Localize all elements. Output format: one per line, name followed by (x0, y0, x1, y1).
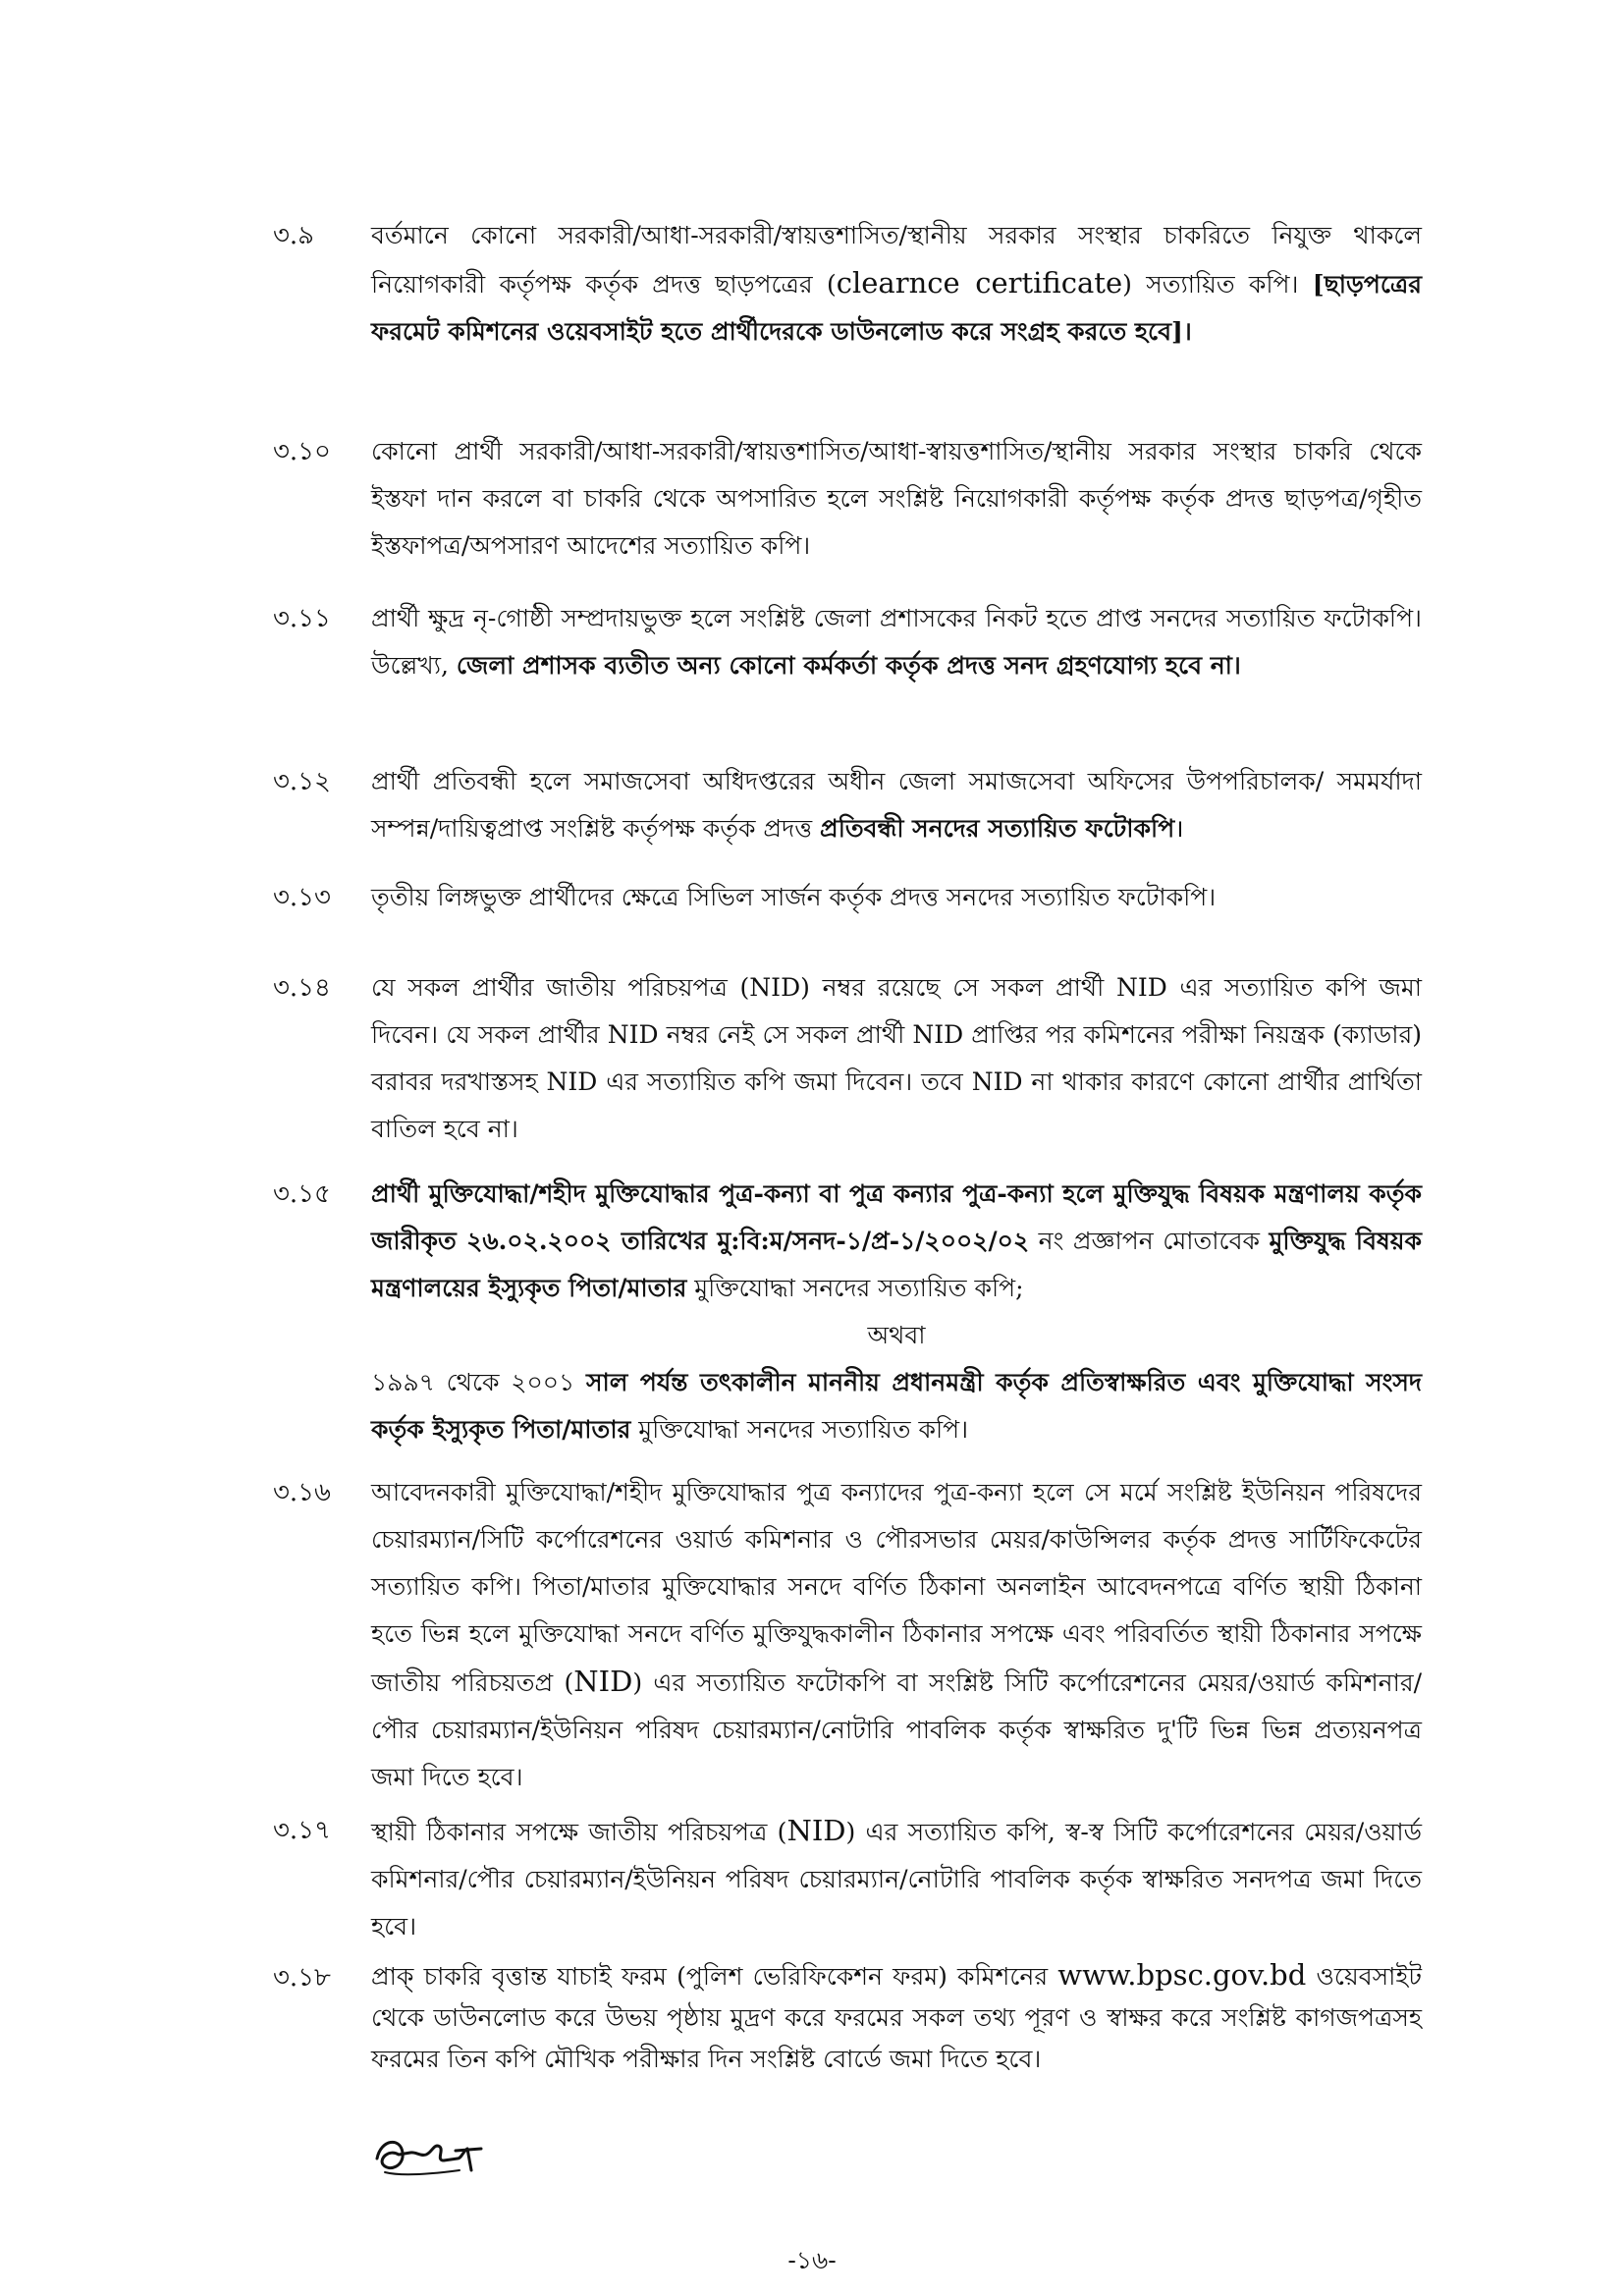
or-separator: অথবা (867, 1321, 926, 1349)
clause-3-17 (273, 1807, 1422, 1954)
text-segment: প্রার্থী প্রতিবন্ধী হলে সমাজসেবা অধিদপ্তরের অধীন জেলা সমাজসেবা অফিসের উপপরিচালক/ সমমর্যাদা সম্পন্ন/দায়িত্বপ্রাপ্ত সংশ্লিষ্ট কর্তৃপক্ষ কর্তৃক প্রদত্ত (371, 767, 1422, 843)
clause-3-12 (273, 758, 1422, 856)
text-segment: জেলা প্রশাসক ব্যতীত অন্য কোনো কর্মকর্তা কর্তৃক প্রদত্ত সনদ গ্রহণযোগ্য হবে না। (456, 651, 1241, 680)
clause-3-18 (273, 1954, 1422, 2121)
text-segment: প্রার্থী মুক্তিযোদ্ধা/শহীদ মুক্তিযোদ্ধার পুত্র-কন্যা বা পুত্র কন্যার পুত্র-কন্যা হলে মুক্তিযুদ্ধ বিষয়ক মন্ত্রণালয় কর্তৃক জারীকৃত ২৬.০২.২০০২ তারিখের মু:বি:ম/সনদ-১/প্র-১/২০০২/০২ (371, 1179, 1422, 1255)
text-segment: মুক্তিযোদ্ধা সনদের সত্যায়িত কপি। (630, 1415, 969, 1444)
text-segment: বর্তমানে কোনো সরকারী/আধা-সরকারী/স্বায়ত্তশাসিত/স্থানীয় সরকার সংস্থার চাকরিতে নিযুক্ত থাকলে নিয়োগকারী কর্তৃপক্ষ কর্তৃক প্রদত্ত ছাড়পত্রের ( (371, 221, 1422, 299)
clause-text (371, 1807, 1422, 1950)
clause-number: ৩.১১ (273, 604, 331, 633)
text-segment: ওয়েবসাইট থেকে ডাউনলোড করে উভয় পৃষ্ঠায় মুদ্রণ করে ফরমের সকল তথ্য পূরণ ও স্বাক্ষর করে সংশ্লিষ্ট কাগজপত্রসহ ফরমের তিন কপি মৌখিক পরীক্ষার দিন সংশ্লিষ্ট বোর্ডে জমা দিতে হবে। (371, 1962, 1422, 2073)
text-segment: স্থায়ী ঠিকানার সপক্ষে জাতীয় পরিচয়পত্র ( (371, 1818, 787, 1846)
text-segment: সাল পর্যন্ত তৎকালীন মাননীয় প্রধানমন্ত্রী কর্তৃক প্রতিস্বাক্ষরিত এবং মুক্তিযোদ্ধা সংসদ কর্তৃক ইস্যুকৃত পিতা/মাতার (371, 1368, 1423, 1444)
text-segment: । (1174, 814, 1184, 843)
text-segment: www.bpsc.gov.bd (1057, 1958, 1307, 1992)
text-segment: প্রাক্ চাকরি বৃত্তান্ত যাচাই ফরম (পুলিশ ভেরিফিকেশন ফরম) কমিশনের (371, 1962, 1058, 1991)
clause-text (371, 595, 1422, 689)
clause-3-14 (273, 964, 1422, 1161)
text-segment: clearnce certificate (836, 266, 1123, 300)
clause-number: ৩.১৩ (273, 883, 331, 912)
clause-text (371, 428, 1422, 570)
text-segment: NID (573, 1665, 633, 1698)
page-number: -১৬- (787, 2246, 837, 2274)
text-segment: প্রার্থী ক্ষুদ্র নৃ-গোষ্ঠী সম্প্রদায়ভুক্ত হলে সংশ্লিষ্ট জেলা প্রশাসকের নিকট হতে প্রাপ্ত সনদের সত্যায়িত ফটোকপি। উল্লেখ্য, (371, 604, 1422, 680)
clause-text (371, 1171, 1422, 1453)
clause-3-16 (273, 1469, 1422, 1803)
text-segment: [ছাড়পত্রের ফরমেট কমিশনের ওয়েবসাইট হতে প্রার্থীদেরকে ডাউনলোড করে সংগ্রহ করতে হবে]। (371, 270, 1423, 346)
text-segment: ১৯৯৭ থেকে ২০০১ (371, 1368, 586, 1396)
clause-number: ৩.১৬ (273, 1478, 331, 1507)
text-segment: মুক্তিযুদ্ধ বিষয়ক মন্ত্রণালয়ের ইস্যুকৃত পিতা/মাতার (371, 1227, 1422, 1302)
clause-text (371, 212, 1422, 355)
clause-3-15 (273, 1171, 1422, 1465)
text-segment: যে সকল প্রার্থীর জাতীয় পরিচয়পত্র (NID) নম্বর রয়েছে সে সকল প্রার্থী NID এর সত্যায়িত কপি জমা দিবেন। যে সকল প্রার্থীর NID নম্বর নেই সে সকল প্রার্থী NID প্রাপ্তির পর কমিশনের পরীক্ষা নিয়ন্ত্রক (ক্যাডার) বরাবর দরখাস্তসহ NID এর সত্যায়িত কপি জমা দিবেন। তবে NID না থাকার কারণে কোনো প্রার্থীর প্রার্থিতা বাতিল হবে না। (371, 973, 1422, 1143)
clause-number: ৩.৯ (273, 221, 315, 250)
text-segment: প্রতিবন্ধী সনদের সত্যায়িত ফটোকপি (820, 814, 1175, 843)
clause-3-13 (273, 874, 1422, 923)
text-segment: ) এর সত্যায়িত কপি, স্ব-স্ব সিটি কর্পোরেশনের মেয়র/ওয়ার্ড কমিশনার/পৌর চেয়ারম্যান/ইউনিয়ন পরিষদ চেয়ারম্যান/নোটারি পাবলিক কর্তৃক স্বাক্ষরিত সনদপত্র জমা দিতে হবে। (371, 1818, 1422, 1941)
clause-text (371, 874, 1422, 921)
clause-3-9 (273, 212, 1422, 409)
text-segment: মুক্তিযোদ্ধা সনদের সত্যায়িত কপি; (686, 1274, 1024, 1302)
clause-number: ৩.১২ (273, 767, 331, 796)
signature-mark (371, 2129, 489, 2180)
clause-text (371, 758, 1422, 852)
clause-text (371, 1469, 1422, 1801)
clause-number: ৩.১৮ (273, 1963, 331, 1993)
clause-3-10 (273, 428, 1422, 575)
clause-number: ৩.১০ (273, 437, 331, 466)
text-segment: তৃতীয় লিঙ্গভুক্ত প্রার্থীদের ক্ষেত্রে সিভিল সার্জন কর্তৃক প্রদত্ত সনদের সত্যায়িত ফটোকপি। (371, 883, 1217, 911)
text-segment: ) এর সত্যায়িত ফটোকপি বা সংশ্লিষ্ট সিটি কর্পোরেশনের মেয়র/ওয়ার্ড কমিশনার/পৌর চেয়ারম্যান/ইউনিয়ন পরিষদ চেয়ারম্যান/নোটারি পাবলিক কর্তৃক স্বাক্ষরিত দু'টি ভিন্ন ভিন্ন প্রত্যয়নপত্র জমা দিতে হবে। (371, 1668, 1422, 1791)
clause-number: ৩.১৭ (273, 1816, 331, 1845)
text-segment: আবেদনকারী মুক্তিযোদ্ধা/শহীদ মুক্তিযোদ্ধার পুত্র কন্যাদের পুত্র-কন্যা হলে সে মর্মে সংশ্লিষ্ট ইউনিয়ন পরিষদের চেয়ারম্যান/সিটি কর্পোরেশনের ওয়ার্ড কমিশনার ও পৌরসভার মেয়র/কাউন্সিলর কর্তৃক প্রদত্ত সার্টিফিকেটের সত্যায়িত কপি। পিতা/মাতার মুক্তিযোদ্ধার সনদে বর্ণিত ঠিকানা অনলাইন আবেদনপত্রে বর্ণিত স্থায়ী ঠিকানা হতে ভিন্ন হলে মুক্তিযোদ্ধা সনদে বর্ণিত মুক্তিযুদ্ধকালীন ঠিকানার সপক্ষে এবং পরিবর্তিত স্থায়ী ঠিকানার সপক্ষে জাতীয় পরিচয়তপ্র ( (371, 1478, 1422, 1697)
clause-text (371, 1954, 1422, 2080)
clause-3-11 (273, 595, 1422, 742)
clause-number: ৩.১৪ (273, 973, 331, 1003)
text-segment: NID (786, 1814, 846, 1847)
text-segment: কোনো প্রার্থী সরকারী/আধা-সরকারী/স্বায়ত্তশাসিত/আধা-স্বায়ত্তশাসিত/স্থানীয় সরকার সংস্থার চাকরি থেকে ইস্তফা দান করলে বা চাকরি থেকে অপসারিত হলে সংশ্লিষ্ট নিয়োগকারী কর্তৃপক্ষ কর্তৃক প্রদত্ত ছাড়পত্র/গৃহীত ইস্তফাপত্র/অপসারণ আদেশের সত্যায়িত কপি। (371, 437, 1422, 560)
clause-text (371, 964, 1422, 1153)
clause-number: ৩.১৫ (273, 1179, 331, 1209)
text-segment: ) সত্যায়িত কপি। (1122, 270, 1313, 299)
text-segment: নং প্রজ্ঞাপন মোতাবেক (1029, 1227, 1270, 1255)
